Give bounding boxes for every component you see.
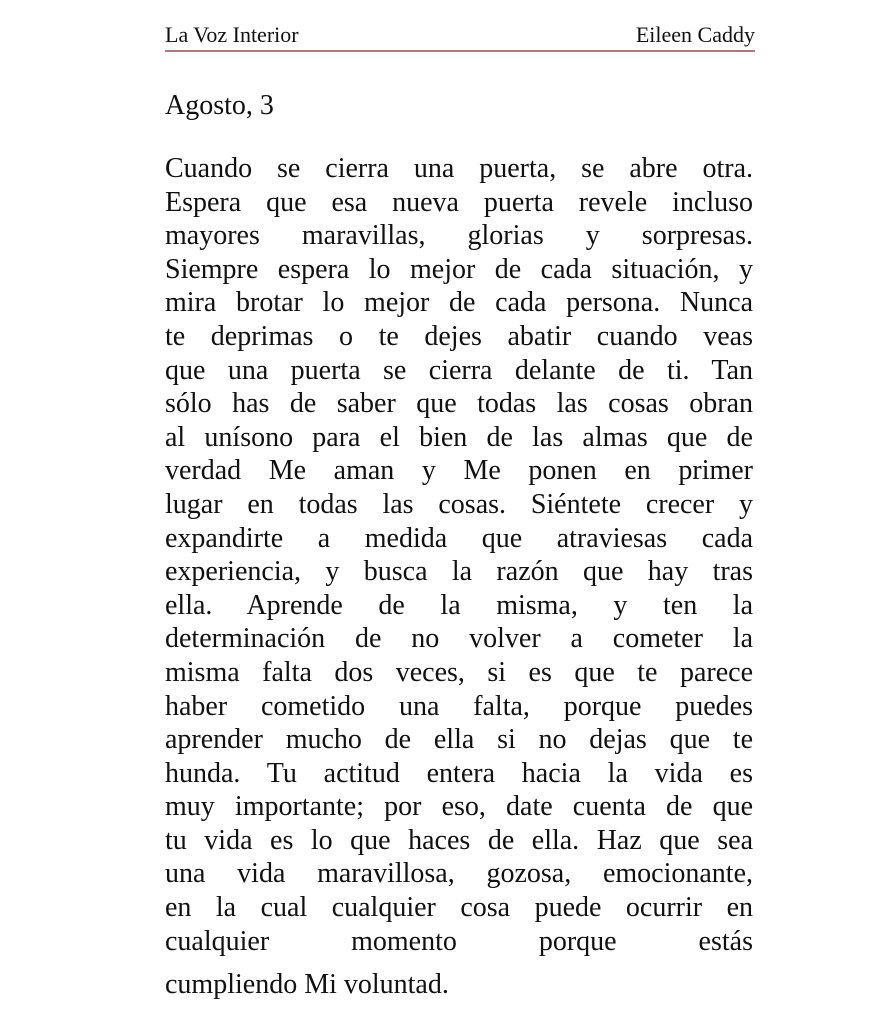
author-name: Eileen Caddy (635, 22, 755, 47)
text-line: una vida maravillosa, gozosa, emocionante, (165, 858, 753, 890)
text-line: determinación de no volver a cometer la (165, 623, 753, 655)
text-line: en la cual cualquier cosa puede ocurrir en (165, 892, 753, 924)
text-line: que una puerta se cierra delante de ti. Tan (165, 354, 753, 386)
text-line: Espera que esa nueva puerta revele incluso (165, 186, 753, 218)
text-line: te deprimas o te dejes abatir cuando veas (165, 320, 753, 352)
text-line: aprender mucho de ella si no dejas que te (165, 724, 753, 756)
text-line: sólo has de saber que todas las cosas obran (165, 388, 753, 420)
text-line: hunda. Tu actitud entera hacia la vida es (165, 757, 753, 789)
text-line: Siempre espera lo mejor de cada situación, y (165, 253, 753, 285)
text-line: muy importante; por eso, date cuenta de que (165, 791, 753, 823)
text-line: Cuando se cierra una puerta, se abre otra. (165, 153, 753, 184)
entry-date: Agosto, 3 (165, 90, 274, 121)
page-header (165, 24, 755, 52)
text-line: verdad Me aman y Me ponen en primer (165, 455, 753, 487)
text-line: al unísono para el bien de las almas que de (165, 421, 753, 453)
text-line: lugar en todas las cosas. Siéntete crecer y (165, 488, 753, 520)
text-line: experiencia, y busca la razón que hay tras (165, 556, 753, 588)
book-title: La Voz Interior (165, 22, 299, 47)
text-line: tu vida es lo que haces de ella. Haz que sea (165, 824, 753, 856)
text-line: cumpliendo Mi voluntad. (165, 969, 449, 1001)
text-line: cualquier momento porque estás (165, 925, 753, 957)
text-line: mira brotar lo mejor de cada persona. Nunca (165, 287, 753, 319)
text-line: ella. Aprende de la misma, y ten la (165, 589, 753, 621)
entry-body (165, 152, 753, 1002)
text-line: expandirte a medida que atraviesas cada (165, 522, 753, 554)
text-line: haber cometido una falta, porque puedes (165, 690, 753, 722)
text-line: mayores maravillas, glorias y sorpresas. (165, 220, 753, 252)
text-line: misma falta dos veces, si es que te parece (165, 656, 753, 688)
